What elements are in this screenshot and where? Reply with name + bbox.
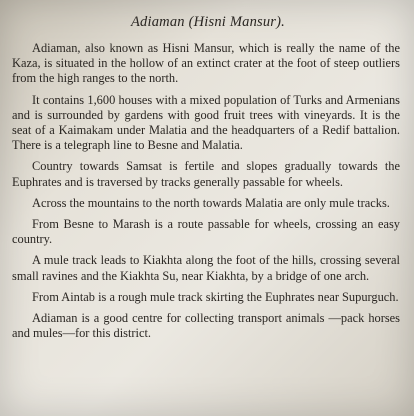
paragraph-7: From Aintab is a rough mule track skirting the Euphrates near Supurguch. [32, 289, 399, 304]
document-page [12, 10, 404, 408]
paragraph-2: It contains 1,600 houses with a mixed population of Turks and Armenians and is surrounded by gardens with good fruit trees with vineyards. It is the seat of a Kaimakam under Malatia and the headquarters of a Redif battalion. There is a telegraph line to Besne and Malatia. [12, 92, 400, 153]
title-main: Adiaman [130, 14, 185, 30]
paragraph-1: Adiaman, also known as Hisni Mansur, which is really the name of the Kaza, is situated in the hollow of an extinct crater at the foot of steep outliers from the high ranges to the north. [12, 41, 400, 86]
paragraph-5: From Besne to Marash is a route passable for wheels, crossing an easy country. [12, 217, 400, 247]
paragraph-3: Country towards Samsat is fertile and slopes gradually towards the Euphrates and is traversed by tracks generally passable for wheels. [12, 159, 400, 189]
paragraph-8: Adiaman is a good centre for collecting transport animals —pack horses and mules—for this district. [12, 311, 400, 341]
paragraph-4: Across the mountains to the north towards Malatia are only mule tracks. [32, 195, 390, 210]
title-alt: (Hisni Mansur). [188, 14, 286, 30]
paragraph-6: A mule track leads to Kiakhta along the foot of the hills, crossing several small ravines and the Kiakhta Su, near Kiakhta, by a bridge of one arch. [12, 253, 400, 283]
show-through-text [30, 0, 290, 10]
page-title [12, 14, 404, 31]
